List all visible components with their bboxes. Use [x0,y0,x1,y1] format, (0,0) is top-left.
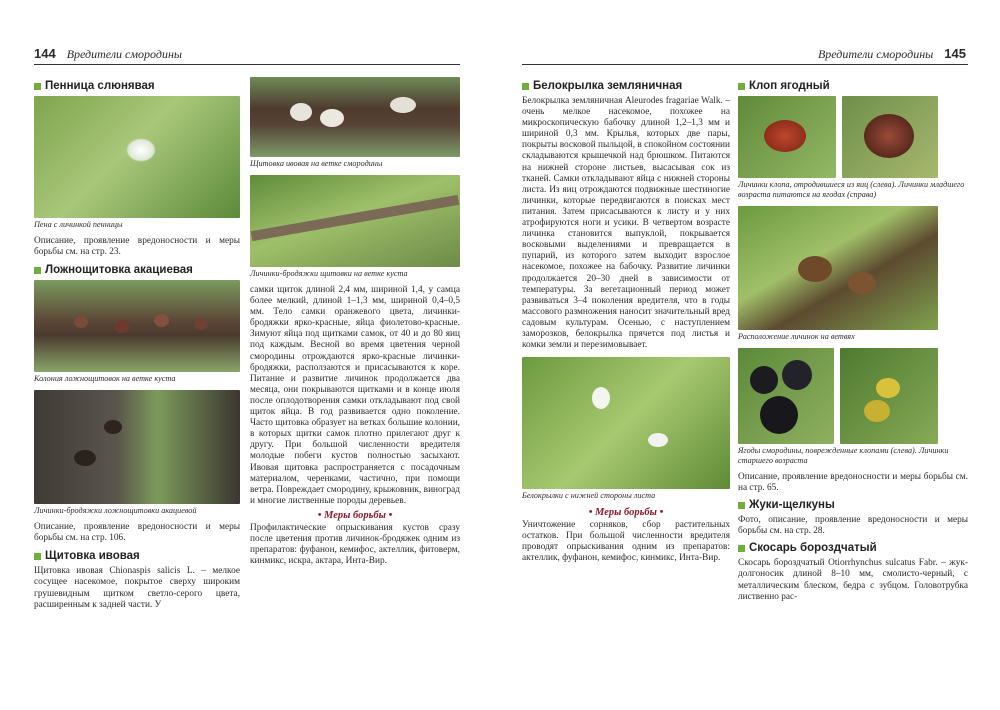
header-rule-right [522,64,968,65]
photo-caption: Личинки-бродяжки щитовки на ветке куста [250,269,408,278]
measures-heading: • Меры борьбы • [317,509,393,521]
running-title-left: Вредители смородины [66,47,183,61]
header-rule-left [34,64,460,65]
section-heading: Щитовка ивовая [34,550,240,562]
heading-square-icon [738,83,745,90]
heading-square-icon [34,83,41,90]
body-text: самки щиток длиной 2,4 мм, шириной 1,4, у самца более мелкий, длиной 1–1,3 мм, шириной 0,4–0,5 мм. Тело самки оранжевого цвета, личинки-бродяжки ярко-красные, яйца фиолетово-красные. Зимуют яйца под щитками самок, от 40 и до 80 яиц под каждым. Весной во время цветения черной смородины отрождаются ярко-красные личинки-бродяжки, расползаются и присасываются к коре. Питание и развитие личинок продолжается два месяца, они покрываются щитками и в конце июля после оплодотворения самки откладывают под свой щиток яйца. В год развивается одно поколение. Часто щитовка образует на ветках большие колонии, в которых щитки самок плотно прилегают друг к другу. При большой численности вредителя молодые побеги кустов полностью засыхают. Ивовая щитовка распространяется с посадочным материалом, черенками, частично, при помощи ветра. Повреждает смородину, крыжовник, виноград и многие лиственные породы деревьев. [250,285,460,506]
body-text: Уничтожение сорняков, сбор растительных остатков. При большой численности вредителя проводят опрыскивания одним из препаратов: актеллик, фуфанон, кемифос, кинмикс, Инта-Вир. [522,520,730,564]
photo-bug-branches [738,206,938,330]
left-page-header [34,46,182,64]
photo-bug-hatchlings [738,96,836,178]
photo-caption: Расположение личинок на ветвях [738,332,855,341]
photo-caption: Личинки-бродяжки ложнощитовки акациевой [34,506,197,516]
heading-square-icon [34,553,41,560]
section-heading: Жуки-щелкуны [738,499,968,511]
body-text: Белокрылка земляничная Aleurodes fragariae Walk. – очень мелкое насекомое, похожее на микроскопическую бабочку длиной 1,2–1,3 мм и шириной 0,3 мм. Крылья, которых две пары, покрыты восковой пыльцой, в спокойном состоянии складываются крышечкой над брюшком. Питаются на нижней стороне листьев, высасывая сок из тканей. Самки откладывают яйца с нижней стороны листа. Из яиц отрождаются подвижные шестиногие личинки, которые передвигаются в поисках мест питания. Затем присасываются к листу и у них атрофируются ноги и усики. В четвертом возрасте личинка становится выпуклой, покрывается восковыми выделениями и превращается в пупарий, из которого затем выходит взрослое насекомое, похожее на бабочку. Развитие личинки продолжается 20–30 дней в зависимости от температуры. За вегетационный период может развиваться 3–4 поколения вредителя, что в годы массового размножения наносит значительный вред садовым культурам. Осенью, с наступлением заморозков, белокрылка прячется под листья и комки земли и перезимовывает. [522,96,730,351]
section-heading: Пенница слюнявая [34,80,240,92]
photo-older-larvae [840,348,938,444]
right-col2 [738,78,968,603]
photo-caption: Колония ложнощитовок на ветке куста [34,374,176,384]
photo-froth [34,96,240,218]
section-heading: Клоп ягодный [738,80,968,92]
heading-square-icon [34,267,41,274]
heading-square-icon [738,545,745,552]
photo-caption: Ягоды смородины, поврежденные клопами (слева). Личинки старшего возраста [738,446,949,465]
photo-scale-crawlers [34,390,240,504]
photo-caption: Личинки клопа, отродившиеся из яиц (слева). Личинки младшего возраста питаются на ягодах (справа) [738,180,965,199]
photo-scale-colony [34,280,240,372]
right-page [500,0,1000,710]
body-text: Описание, проявление вредоносности и меры борьбы см. на стр. 23. [34,236,240,258]
bug-photo-row [738,96,968,178]
heading-square-icon [738,502,745,509]
section-heading: Скосарь бороздчатый [738,542,968,554]
running-title-right: Вредители смородины [817,47,934,61]
photo-damaged-berries [738,348,834,444]
body-text: Фото, описание, проявление вредоносности и меры борьбы см. на стр. 28. [738,515,968,537]
bug-photo-row-2 [738,348,968,444]
page-number-right: 145 [944,46,966,61]
photo-willow-scale [250,77,460,157]
photo-caption: Пена с личинкой пенницы [34,220,123,229]
section-heading: Ложнощитовка акациевая [34,264,240,276]
photo-willow-crawlers [250,175,460,267]
heading-square-icon [522,83,529,90]
left-col2 [250,77,460,567]
page-number-left: 144 [34,46,56,61]
photo-whitefly [522,357,730,489]
body-text: Описание, проявление вредоносности и меры борьбы см. на стр. 106. [34,522,240,544]
right-page-header [818,46,966,64]
body-text: Скосарь бороздчатый Otiorrhynchus sulcatus Fabr. – жук-долгоносик длиной 8–10 мм, смолисто-черный, с металлическим блеском, бедра с зубцом. Головотрубка лиственно рас- [738,558,968,602]
measures-heading: • Меры борьбы • [588,507,664,519]
photo-caption: Белокрылки с нижней стороны листа [522,491,656,501]
body-text: Описание, проявление вредоносности и меры борьбы см. на стр. 65. [738,472,968,494]
body-text: Щитовка ивовая Chionaspis salicis L. – мелкое сосущее насекомое, покрытое сверху широким грушевидным щитком светло-серого цвета, расширенным к задней части. У [34,566,240,610]
right-col1 [522,78,730,565]
left-col1 [34,78,240,611]
photo-bug-berries [842,96,938,178]
section-heading: Белокрылка земляничная [522,80,730,92]
body-text: Профилактические опрыскивания кустов сразу после цветения против личинок-бродяжек одним из препаратов: фуфанон, кемифос, актеллик, фитоверм, кинмикс, искра, актара, Инта-Вир. [250,522,460,567]
photo-caption: Щитовка ивовая на ветке смородины [250,159,383,168]
